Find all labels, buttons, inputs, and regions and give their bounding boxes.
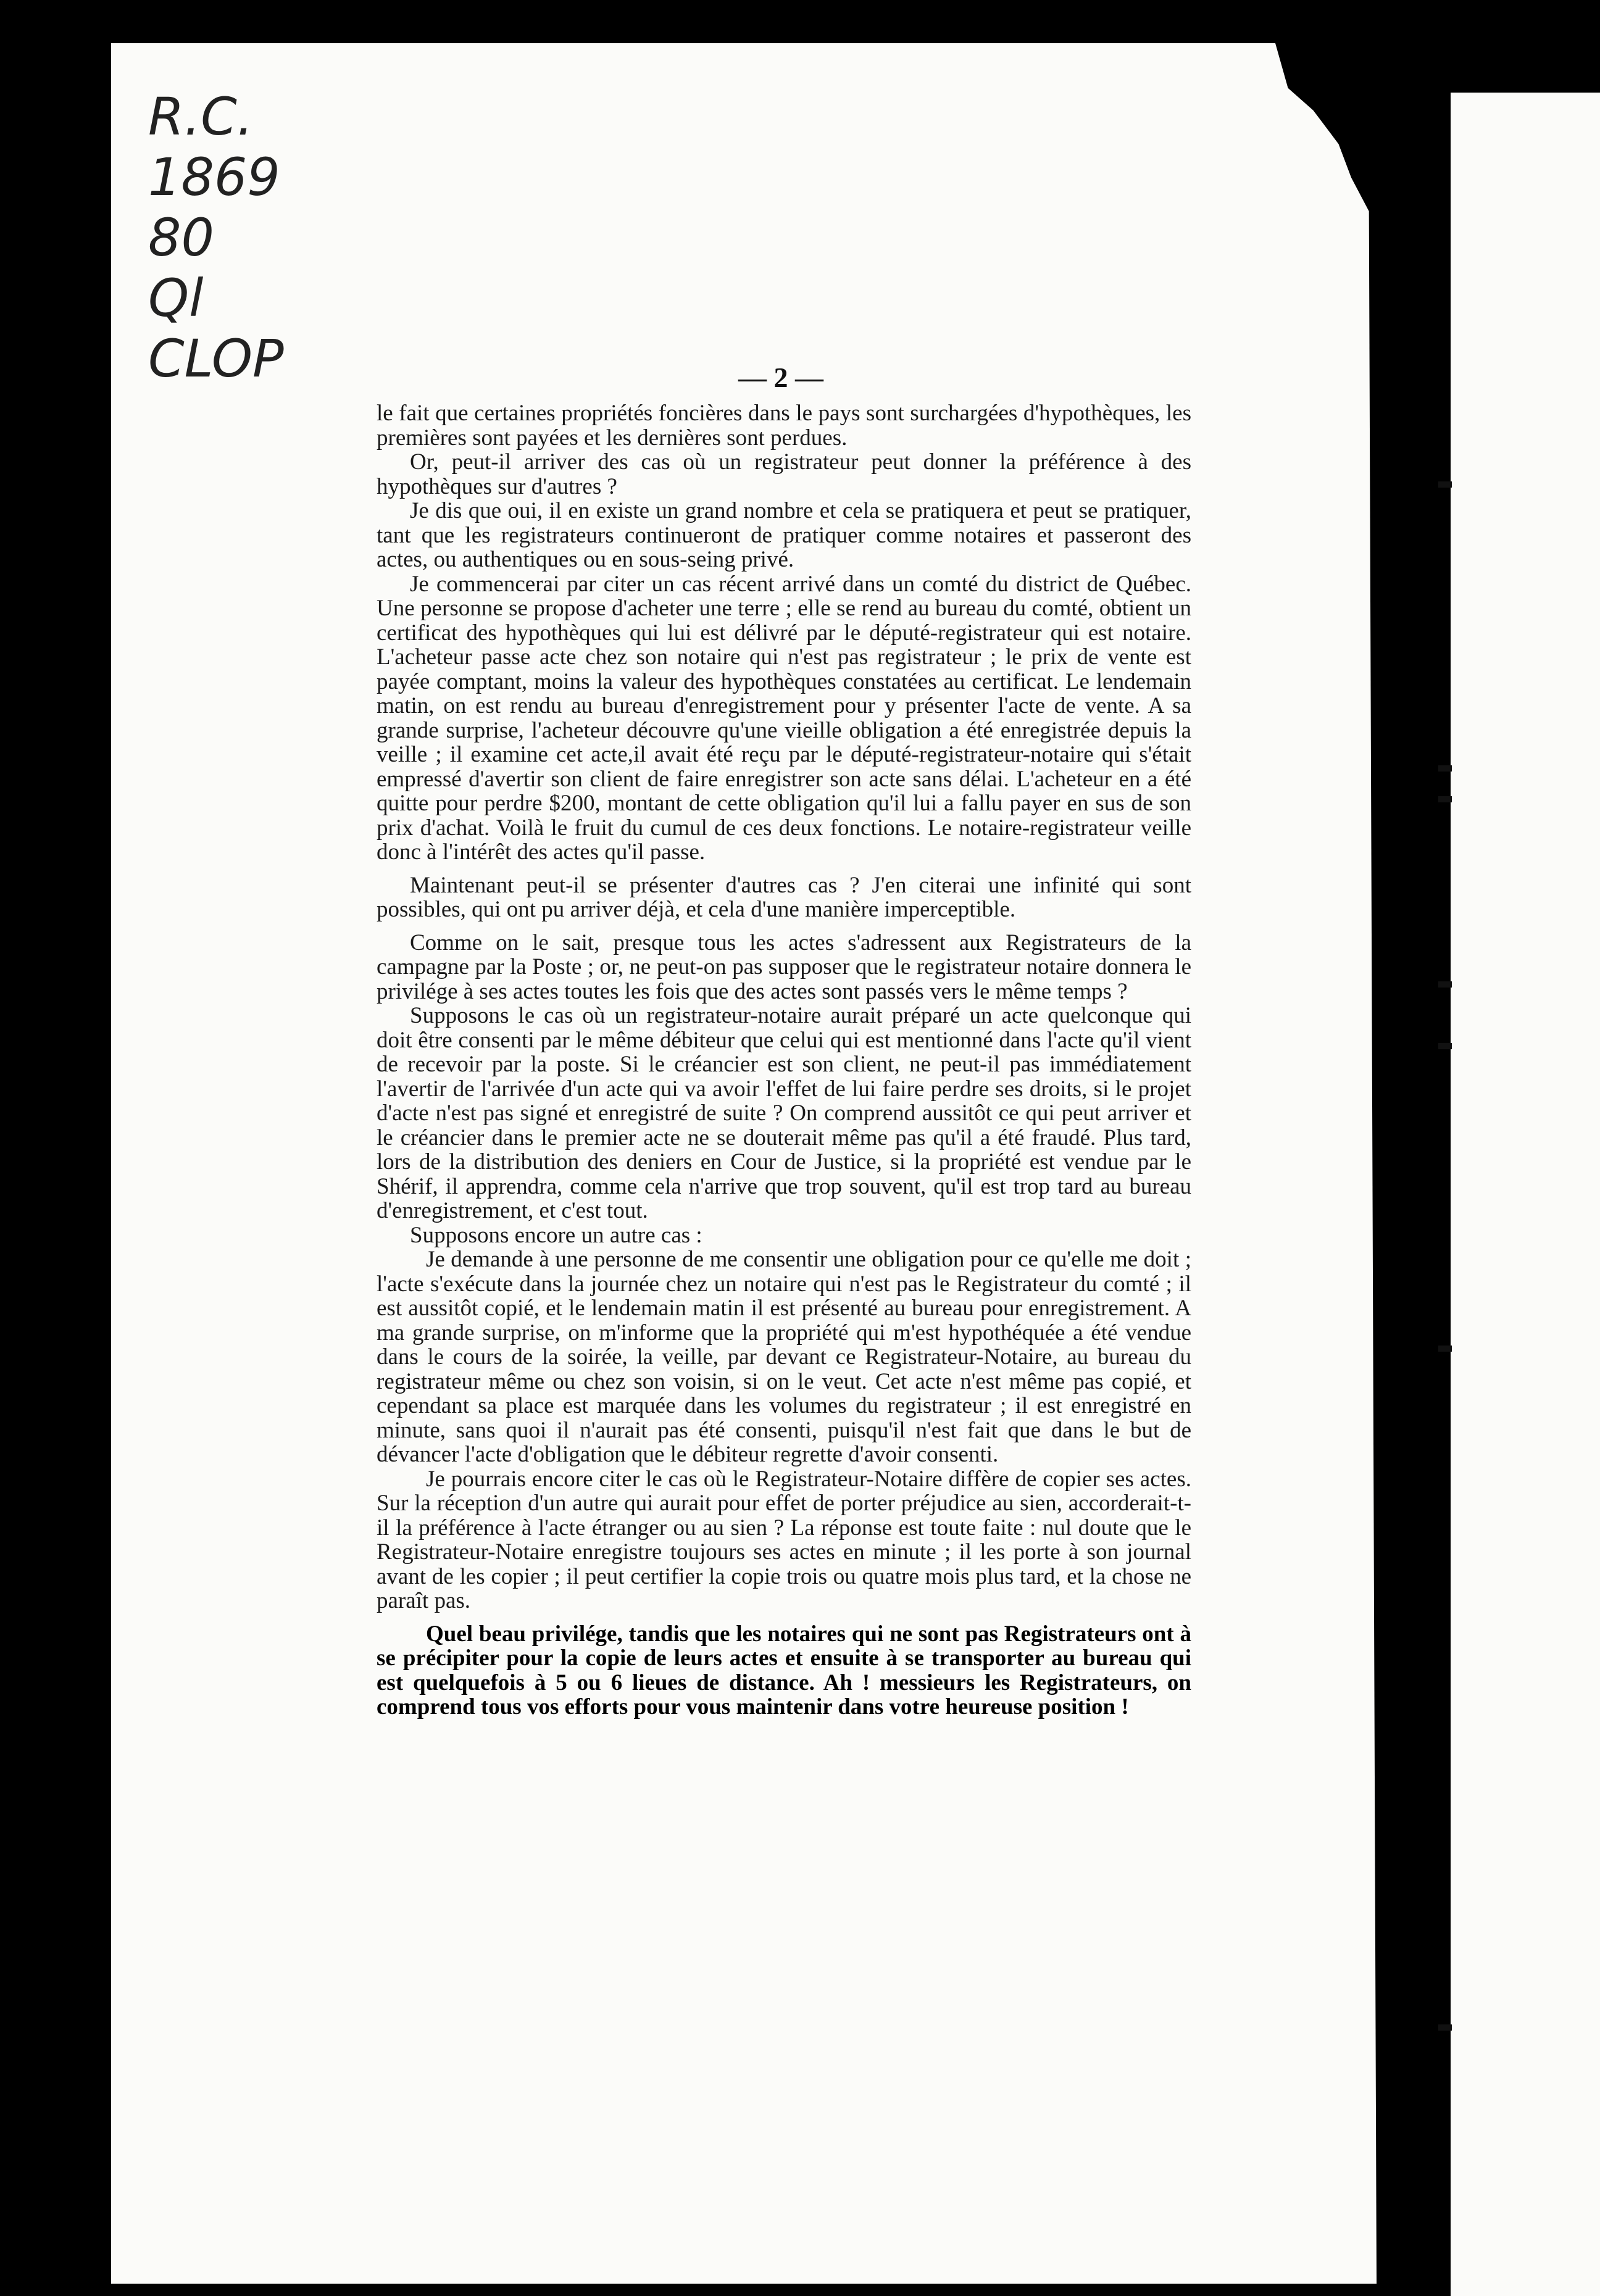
margin-mark [1438,765,1452,772]
paragraph: Or, peut-il arriver des cas où un registrateur peut donner la préférence à des hypothèques sur d'autres ? [377,449,1191,499]
handwritten-catalog-note [148,86,284,389]
margin-mark [1438,796,1452,802]
paragraph: Comme on le sait, presque tous les actes s'adressent aux Registrateurs de la campagne par la Poste ; or, ne peut-on pas supposer que le registrateur notaire donnera le privilége à ses actes toutes les fois que des actes sont passés vers le même temps ? [377,930,1191,1004]
margin-mark [1438,1043,1452,1049]
margin-mark [1438,981,1452,988]
paragraph: Je demande à une personne de me consentir une obligation pour ce qu'elle me doit ; l'acte s'exécute dans la journée chez un notaire qui n'est pas le Registrateur du comté ; il est aussitôt copié, et le lendemain matin il est présenté au bureau pour enregistrement. A ma grande surprise, on m'informe que la propriété qui m'est hypothéquée a été vendue dans le cours de la soirée, la veille, par devant ce Registrateur-Notaire, au bureau du registrateur même ou chez son voisin, si on le veut. Cet acte n'est même pas copié, et cependant sa place est marquée dans les volumes du registrateur ; il est enregistré en minute, sans quoi il n'aurait pas été consenti, puisqu'il n'est fait que dans le but de dévancer l'acte d'obligation que le débiteur regrette d'avoir consenti. [377,1247,1191,1467]
margin-mark [1438,2024,1452,2031]
handwritten-line: R.C. [148,86,254,147]
paragraph: Supposons le cas où un registrateur-notaire aurait préparé un acte quelconque qui doit être consenti par le même débiteur que celui qui est mentionné dans l'acte qu'il vient de recevoir par la poste. Si le créancier est son client, ne peut-il pas immédiatement l'avertir de l'arrivée d'un acte qui va avoir l'effet de lui faire perdre ses droits, si le projet d'acte n'est pas signé et enregistré de suite ? On comprend aussitôt ce qui peut arriver et le créancier dans le premier acte ne se douterait même pas qu'il a été fraudé. Plus tard, lors de la distribution des deniers en Cour de Justice, si la propriété est vendue par le Shérif, il apprendra, comme cela n'arrive que trop souvent, qu'il est trop tard au bureau d'enregistrement, et c'est tout. [377,1003,1191,1223]
margin-mark [1438,1346,1452,1352]
paragraph: Quel beau privilége, tandis que les notaires qui ne sont pas Registrateurs ont à se précipiter pour la copie de leurs actes et ensuite à se transporter au bureau qui est quelquefois à 5 ou 6 lieues de distance. Ah ! messieurs les Registrateurs, on comprend tous vos efforts pour vous maintenir dans votre heureuse position ! [377,1621,1191,1720]
paragraph: Je dis que oui, il en existe un grand nombre et cela se pratiquera et peut se pratiquer, tant que les registrateurs continueront de pratiquer comme notaires et passeront des actes, ou authentiques ou en sous-seing privé. [377,498,1191,572]
paragraph: le fait que certaines propriétés foncières dans le pays sont surchargées d'hypothèques, les premières sont payées et les dernières sont perdues. [377,401,1191,451]
paragraph: Je commencerai par citer un cas récent arrivé dans un comté du district de Québec. Une personne se propose d'acheter une terre ; elle se rend au bureau du comté, obtient un certificat des hypothèques qui lui est délivré par le député-registrateur qui est notaire. L'acheteur passe acte chez son notaire qui n'est pas registrateur ; le prix de vente est payée comptant, moins la valeur des hypothèques constatées au certificat. Le lendemain matin, on est rendu au bureau d'enregistrement pour y présenter l'acte de vente. A sa grande surprise, l'acheteur découvre qu'une vieille obligation a été enregistrée depuis la veille ; il examine cet acte,il avait été reçu par le député-registrateur-notaire qui s'était empressé d'avertir son client de faire enregistrer son acte sans délai. L'acheteur en a été quitte pour perdre $200, montant de cette obligation qu'il lui a fallu payer en sus de son prix d'achat. Voilà le fruit du cumul de ces deux fonctions. Le notaire-registrateur veille donc à l'intérêt des actes qu'il passe. [377,571,1191,865]
handwritten-line: 80 [148,207,214,268]
margin-mark [1438,481,1452,488]
body-text [377,401,1191,1720]
paragraph: Maintenant peut-il se présenter d'autres cas ? J'en citerai une infinité qui sont possibles, qui ont pu arriver déjà, et cela d'une manière imperceptible. [377,872,1191,922]
handwritten-line: 1869 [148,147,280,207]
adjacent-page-edge [1451,93,1600,2296]
paragraph: Supposons encore un autre cas : [410,1222,702,1248]
paragraph: Je pourrais encore citer le cas où le Registrateur-Notaire diffère de copier ses actes. Sur la réception d'un autre qui aurait pour effet de porter préjudice au sien, accorderait-t-il la préférence à l'acte étranger ou au sien ? La réponse est toute faite : nul doute que le Registrateur-Notaire enregistre toujours ses actes en minute ; il les porte à son journal avant de les copier ; il peut certifier la copie trois ou quatre mois plus tard, et la chose ne paraît pas. [377,1466,1191,1613]
handwritten-line: Ql [148,268,204,328]
page-number: — 2 — [738,362,823,393]
handwritten-line: CLOP [148,328,284,389]
